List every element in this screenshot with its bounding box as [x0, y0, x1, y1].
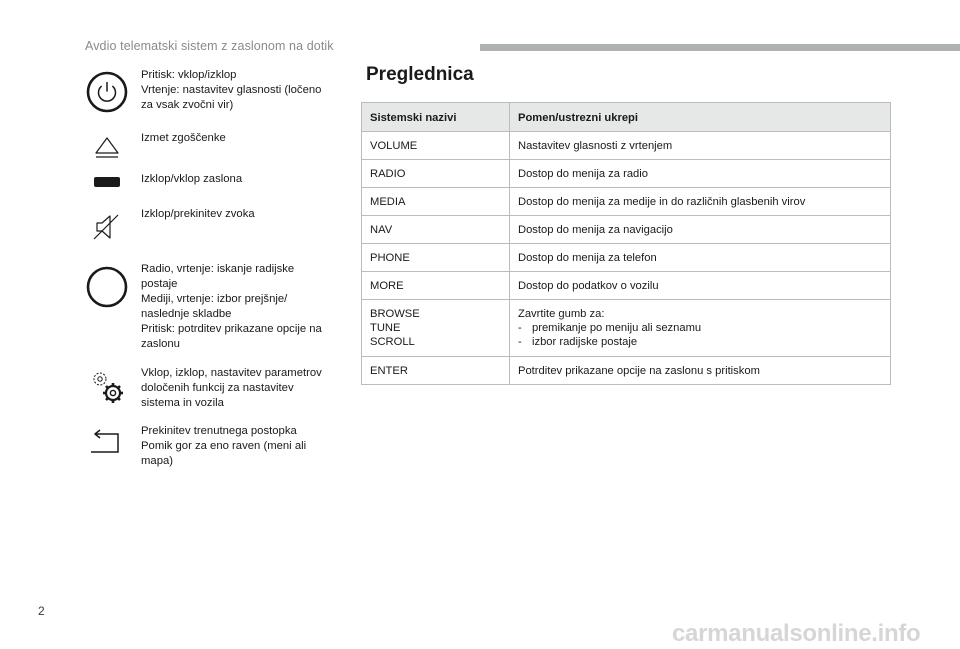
- header-bar: [480, 44, 960, 51]
- back-arrow-icon: [86, 420, 128, 462]
- table-row: [362, 132, 891, 160]
- system-name-cell: ENTER: [362, 357, 510, 385]
- table-row: [362, 160, 891, 188]
- bullet-item: - izbor radijske postaje: [518, 336, 638, 348]
- page-number: 2: [38, 604, 45, 618]
- overview-table: [361, 102, 891, 385]
- column-header: Sistemski nazivi: [362, 103, 510, 132]
- system-name-cell: MORE: [362, 272, 510, 300]
- meaning-cell: Dostop do menija za medije in do različnih glasbenih virov: [510, 188, 891, 216]
- mute-icon: [86, 206, 128, 248]
- table-row: [362, 188, 891, 216]
- table-row: [362, 357, 891, 385]
- system-name-cell: RADIO: [362, 160, 510, 188]
- section-title: Preglednica: [366, 64, 474, 85]
- control-desc: Prekinitev trenutnega postopka Pomik gor za eno raven (meni ali mapa): [141, 425, 307, 467]
- meaning-cell: Dostop do menija za telefon: [510, 244, 891, 272]
- table-row: [362, 244, 891, 272]
- meaning-cell: Potrditev prikazane opcije na zaslonu s pritiskom: [510, 357, 891, 385]
- meaning-cell: Zavrtite gumb za: - premikanje po meniju ali seznamu - izbor radijske postaje: [510, 300, 891, 357]
- system-name-cell: MEDIA: [362, 188, 510, 216]
- power-knob-icon: [86, 71, 128, 113]
- bullet-item: - premikanje po meniju ali seznamu: [518, 322, 702, 334]
- meaning-cell: Dostop do menija za radio: [510, 160, 891, 188]
- control-desc: Radio, vrtenje: iskanje radijske postaje Mediji, vrtenje: izbor prejšnje/ naslednje skladbe Pritisk: potrditev prikazane opcije na zaslonu: [141, 263, 322, 350]
- running-header: Avdio telematski sistem z zaslonom na dotik: [85, 39, 334, 53]
- control-desc: Izmet zgoščenke: [141, 132, 226, 144]
- control-desc: Izklop/prekinitev zvoka: [141, 208, 255, 220]
- control-desc: Izklop/vklop zaslona: [141, 173, 243, 185]
- rotary-knob-icon: [86, 266, 128, 308]
- column-header: Pomen/ustrezni ukrepi: [510, 103, 891, 132]
- meaning-cell: Dostop do podatkov o vozilu: [510, 272, 891, 300]
- system-name-cell: VOLUME: [362, 132, 510, 160]
- table-row: [362, 272, 891, 300]
- system-name-cell: BROWSE TUNE SCROLL: [362, 300, 510, 357]
- screen-toggle-icon: [86, 161, 128, 203]
- meaning-cell: Dostop do menija za navigacijo: [510, 216, 891, 244]
- control-desc: Vklop, izklop, nastavitev parametrov določenih funkcij za nastavitev sistema in vozila: [141, 367, 322, 409]
- table-row: [362, 216, 891, 244]
- watermark: carmanualsonline.info: [672, 620, 921, 647]
- system-name-cell: NAV: [362, 216, 510, 244]
- table-header-row: [362, 103, 891, 132]
- settings-gears-icon: [86, 366, 128, 408]
- table-row: [362, 300, 891, 357]
- system-name-cell: PHONE: [362, 244, 510, 272]
- meaning-cell: Nastavitev glasnosti z vrtenjem: [510, 132, 891, 160]
- control-desc: Pritisk: vklop/izklop Vrtenje: nastavitev glasnosti (ločeno za vsak zvočni vir): [141, 69, 322, 111]
